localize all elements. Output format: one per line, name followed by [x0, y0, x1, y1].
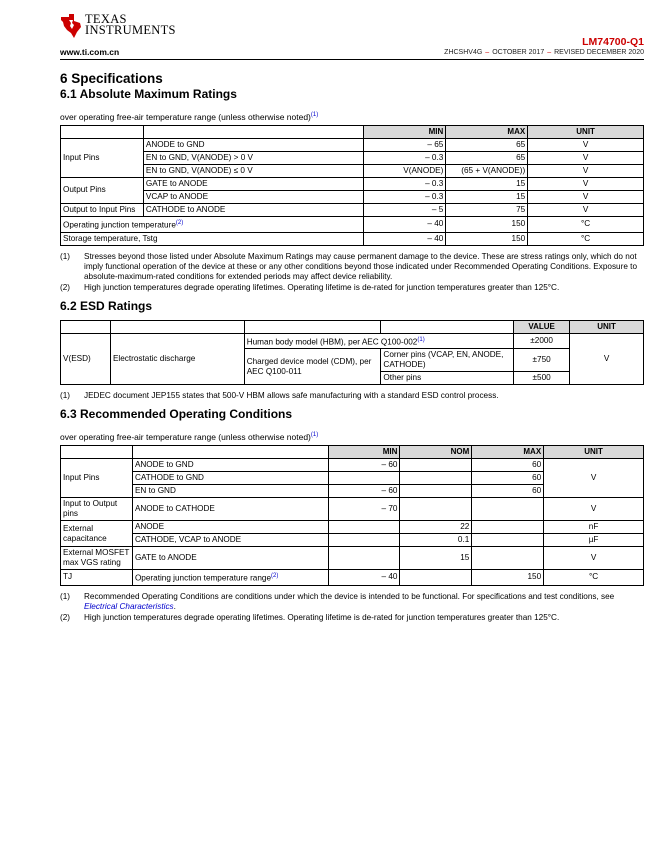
table-header-row: MIN MAX UNIT [61, 125, 644, 138]
table-row: EN to GND – 60 60 [61, 485, 644, 498]
doc-date1: OCTOBER 2017 [492, 49, 545, 56]
part-number: LM74700-Q1 [582, 36, 644, 48]
esd-table [60, 320, 644, 386]
roc-title: 6.3 Recommended Operating Conditions [60, 407, 293, 422]
footnote: (1) JEDEC document JEP155 states that 500-V HBM allows safe manufacturing with a standard ESD control process. [60, 391, 499, 401]
ti-logo [60, 14, 176, 38]
table-row: V(ESD) Electrostatic discharge Human body model (HBM), per AEC Q100-002$^{(1)}$ ±2000 V [61, 333, 644, 349]
abs-max-title: 6.1 Absolute Maximum Ratings [60, 87, 237, 101]
esd-title: 6.2 ESD Ratings [60, 298, 153, 313]
roc-table [60, 445, 644, 586]
table-row: Storage temperature, Tstg – 40 150 °C [61, 232, 644, 245]
esd-symbol: V(ESD) [61, 333, 111, 385]
website-link[interactable]: www.ti.com.cn [60, 47, 120, 57]
table-header-row: MIN NOM MAX UNIT [61, 446, 644, 459]
doc-id-line: ZHCSHV4G – OCTOBER 2017 – REVISED DECEMBER 2020 [444, 49, 644, 56]
company-line2: INSTRUMENTS [85, 23, 176, 37]
electrical-characteristics-link[interactable]: Electrical Characteristics [84, 601, 174, 611]
table-row: Operating junction temperature$^{(2)}$ – 40 150 °C [61, 216, 644, 232]
footnote: (2) High junction temperatures degrade operating lifetimes. Operating lifetime is de-rated for junction temperatures greater than 125°C. [60, 612, 560, 622]
table-row: Input Pins ANODE to GND – 65 65 V [61, 138, 644, 151]
table-row: Other pins ±500 [61, 372, 644, 385]
table-row: CATHODE to GND 60 [61, 472, 644, 485]
page-header [60, 14, 644, 60]
header-divider [60, 59, 644, 60]
group-input-pins: Input Pins [61, 138, 144, 177]
roc-condition: over operating free-air temperature range (unless otherwise noted)$^{(1)}$ [60, 432, 319, 443]
group-output-pins: Output Pins [61, 177, 144, 203]
texas-state-icon [60, 14, 82, 38]
abs-max-condition: over operating free-air temperature range (unless otherwise noted)$^{(1)}$ [60, 111, 319, 122]
page-content [60, 70, 644, 623]
footnote: (1) Recommended Operating Conditions are conditions under which the device is intended to be functional. For specifications and test conditions, see Electrical Characteristics. [60, 591, 615, 611]
abs-max-table [60, 125, 644, 246]
table-row: External capacitance ANODE 22 nF [61, 521, 644, 534]
group-output-input: Output to Input Pins [61, 203, 144, 216]
table-row: TJ Operating junction temperature range$^{(2)}$ – 40 150 °C [61, 570, 644, 586]
table-row: EN to GND, V(ANODE) > 0 V – 0.3 65 V [61, 151, 644, 164]
table-row: CATHODE, VCAP to ANODE 0.1 µF [61, 534, 644, 547]
footnote: (1) Stresses beyond those listed under Absolute Maximum Ratings may cause permanent damage to the device. These are stress ratings only, which do not imply functional operation of the device at these or any other conditions beyond those indicated under Recommended Operating Conditions. Exposure to absolute-maximum-rated conditions for extended periods may affect device reliability. [60, 251, 637, 281]
table-row: EN to GND, V(ANODE) ≤ 0 V V(ANODE) (65 + V(ANODE)) V [61, 164, 644, 177]
table-row: Output to Input Pins CATHODE to ANODE – 5 75 V [61, 203, 644, 216]
company-line1: TEXAS [85, 12, 127, 26]
table-row: External MOSFET max VGS rating GATE to ANODE 15 V [61, 547, 644, 570]
esd-description: Electrostatic discharge [110, 333, 244, 385]
table-row: VCAP to ANODE – 0.3 15 V [61, 190, 644, 203]
footnote: (2) High junction temperatures degrade operating lifetimes. Operating lifetime is de-rated for junction temperatures greater than 125°C. [60, 282, 560, 292]
table-header-row: VALUE UNIT [61, 320, 644, 333]
table-row: Output Pins GATE to ANODE – 0.3 15 V [61, 177, 644, 190]
doc-date2: REVISED DECEMBER 2020 [554, 49, 644, 56]
section-title: 6 Specifications [60, 71, 163, 86]
table-row: Input Pins ANODE to GND – 60 60 V [61, 459, 644, 472]
table-row: Input to Output pins ANODE to CATHODE – 70 V [61, 498, 644, 521]
doc-id: ZHCSHV4G [444, 49, 483, 56]
table-row: Charged device model (CDM), per AEC Q100-011 Corner pins (VCAP, EN, ANODE, CATHODE) ±750 [61, 349, 644, 372]
